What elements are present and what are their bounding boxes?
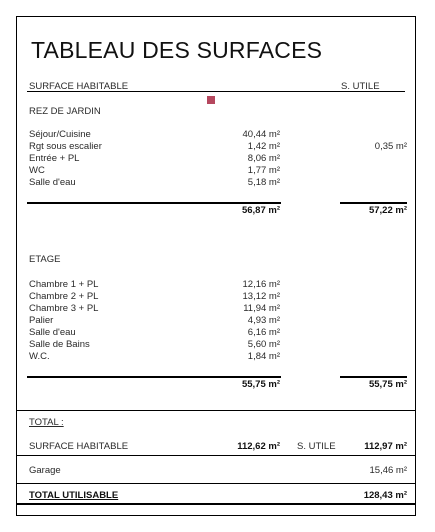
room-name: Rgt sous escalier [29, 141, 102, 152]
etage-subtotal-line-habitable [27, 376, 281, 378]
room-name: Salle d'eau [29, 177, 76, 188]
header-divider [27, 91, 405, 92]
section-label-rez: REZ DE JARDIN [29, 106, 101, 117]
total-utile-label: S. UTILE [297, 441, 336, 452]
room-name: Séjour/Cuisine [29, 129, 91, 140]
total-utilisable-label: TOTAL UTILISABLE [29, 490, 119, 501]
rez-subtotal-line-habitable [27, 202, 281, 204]
room-name: Palier [29, 315, 54, 326]
surface-table-frame [16, 16, 416, 516]
room-habitable: 6,16 m² [247, 327, 280, 338]
total-surface-value: 112,62 m² [237, 441, 280, 452]
room-habitable: 11,94 m² [243, 303, 280, 314]
garage-label: Garage [29, 465, 61, 476]
room-name: Salle de Bains [29, 339, 90, 350]
etage-total-utile: 55,75 m² [368, 379, 407, 390]
total-utilisable-value: 128,43 m² [363, 490, 407, 501]
room-habitable: 13,12 m² [242, 291, 280, 302]
garage-divider-top [17, 455, 415, 456]
room-name: Salle d'eau [29, 327, 76, 338]
room-habitable: 8,06 m² [247, 153, 280, 164]
room-habitable: 4,93 m² [247, 315, 280, 326]
total-label: TOTAL : [29, 417, 64, 428]
rez-total-habitable: 56,87 m² [241, 205, 280, 216]
red-square-marker [207, 96, 215, 104]
room-habitable: 1,77 m² [247, 165, 280, 176]
document-title: TABLEAU DES SURFACES [31, 37, 323, 63]
garage-value: 15,46 m² [369, 465, 407, 476]
room-utile: 0,35 m² [374, 141, 407, 152]
header-surface-habitable: SURFACE HABITABLE [29, 81, 129, 92]
total-section-divider [17, 410, 415, 411]
total-utile-value: 112,97 m² [364, 441, 407, 452]
room-name: W.C. [29, 351, 50, 362]
room-habitable: 5,60 m² [247, 339, 280, 350]
etage-subtotal-line-utile [340, 376, 407, 378]
garage-divider-bottom [17, 483, 415, 484]
room-habitable: 1,84 m² [247, 351, 280, 362]
room-name: Chambre 1 + PL [29, 279, 99, 290]
header-surface-utile: S. UTILE [341, 81, 380, 92]
rez-total-utile: 57,22 m² [368, 205, 407, 216]
etage-total-habitable: 55,75 m² [241, 379, 280, 390]
room-habitable: 12,16 m² [242, 279, 280, 290]
bottom-divider [17, 503, 415, 505]
room-name: Chambre 3 + PL [29, 303, 99, 314]
total-surface-label: SURFACE HABITABLE [29, 441, 129, 452]
rez-subtotal-line-utile [340, 202, 407, 204]
room-habitable: 5,18 m² [247, 177, 280, 188]
room-name: Entrée + PL [29, 153, 80, 164]
room-name: Chambre 2 + PL [29, 291, 99, 302]
section-label-etage: ETAGE [29, 254, 61, 265]
room-name: WC [29, 165, 45, 176]
room-habitable: 1,42 m² [247, 141, 280, 152]
room-habitable: 40,44 m² [242, 129, 280, 140]
